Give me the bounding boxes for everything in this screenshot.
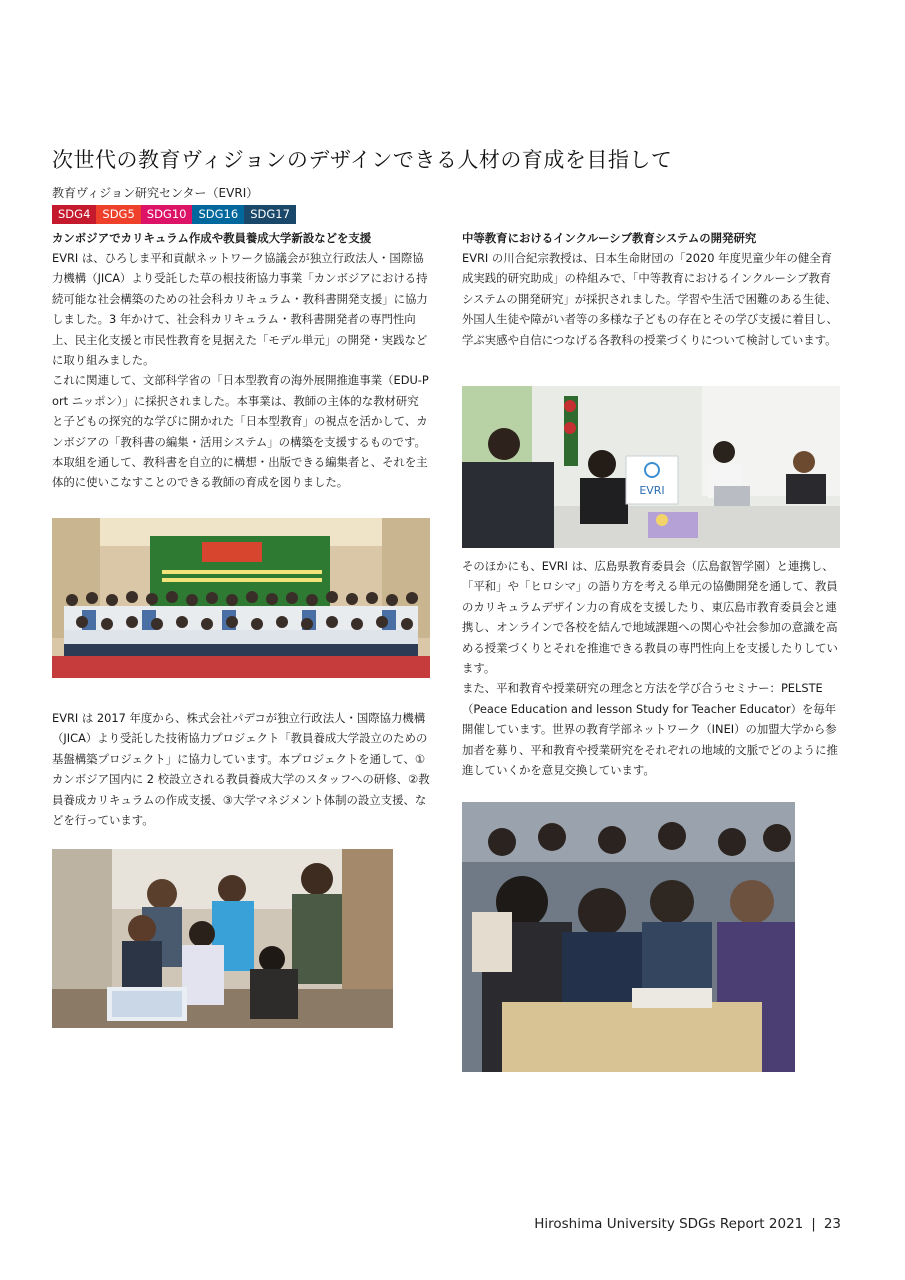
page-title: 次世代の教育ヴィジョンのデザインできる人材の育成を目指して	[52, 148, 673, 172]
page-footer	[534, 1216, 841, 1232]
evri-sign-text: EVRI	[639, 484, 665, 497]
report-name: Hiroshima University SDGs Report 2021	[534, 1216, 804, 1232]
left-column-top	[52, 228, 430, 493]
sdg-badges	[52, 205, 296, 224]
sdg-badge-4: SDG4	[52, 205, 96, 224]
footer-separator: |	[811, 1216, 816, 1232]
right-paragraph-3: また、平和教育や授業研究の理念と方法を学び合うセミナー：PELSTE（Peace Education and lesson Study for Teacher Educator）を毎年開催しています。世界の教育学部ネットワーク（INEI）の加盟大学から参加者を募り、平和教育や授業研究をそれぞれの地域的文脈でどのように推進していくかを意見交換しています。	[462, 681, 838, 778]
right-column-top	[462, 228, 840, 350]
right-paragraph-2: そのほかにも、EVRI は、広島県教育委員会（広島叡智学園）と連携し、「平和」や「ヒロシマ」の語り方を考える単元の協働開発を通して、教員のカリキュラムデザイン力の育成を支援したり、東広島市教育委員会と連携し、オンラインで各校を結んで地域課題への関心や社会参加の意識を高める授業づくりとそれを推進できる教員の専門性向上を支援したりしています。	[462, 559, 838, 676]
sdg-badge-10: SDG10	[141, 205, 193, 224]
meeting-photo	[52, 849, 393, 1028]
online-meeting-photo	[462, 386, 840, 548]
group-photo	[52, 518, 430, 678]
right-column-bottom	[462, 556, 840, 780]
left-paragraph-3: EVRI は 2017 年度から、株式会社パデコが独立行政法人・国際協力機構（JICA）より受託した技術協力プロジェクト「教員養成大学設立のための基盤構築プロジェクト」に協力しています。本プロジェクトを通して、①カンボジア国内に 2 校設立される教員養成大学のスタッフへの研修、②教員養成カリキュラムの作成支援、③大学マネジメント体制の設立支援、などを行っています。	[52, 711, 430, 828]
page-number: 23	[823, 1216, 841, 1232]
sdg-badge-17: SDG17	[244, 205, 296, 224]
left-paragraph-2: これに関連して、文部科学省の「日本型教育の海外展開推進事業（EDU-Port ニッポン）」に採択されました。本事業は、教師の主体的な教材研究と子どもの探究的な学びに開かれた「日本型教育」の視点を活かして、カンボジアの「教科書の編集・活用システム」の構築を支援するものです。本取組を通して、教科書を自立的に構想・出版できる編集者と、それを主体的に使いこなすことのできる教師の育成を図りました。	[52, 373, 429, 490]
left-heading: カンボジアでカリキュラム作成や教員養成大学新設などを支援	[52, 231, 372, 245]
sdg-badge-16: SDG16	[192, 205, 244, 224]
left-column-bottom	[52, 708, 430, 830]
right-paragraph-1: EVRI の川合紀宗教授は、日本生命財団の「2020 年度児童少年の健全育成実践的研究助成」の枠組みで、「中等教育におけるインクルーシブ教育システムの開発研究」が採択されました。学習や生活で困難のある生徒、外国人生徒や障がい者等の多様な子どもの存在とその学び支援に着目し、学ぶ実感や自信につなげる各教科の授業づくりについて検討しています。	[462, 251, 838, 347]
right-heading: 中等教育におけるインクルーシブ教育システムの開発研究	[462, 231, 757, 245]
left-paragraph-1: EVRI は、ひろしま平和貢献ネットワーク協議会が独立行政法人・国際協力機構（JICA）より受託した草の根技術協力事業「カンボジアにおける持続可能な社会構築のための社会科カリキュラム・教科書開発支援」に協力しました。3 年かけて、社会科カリキュラム・教科書開発者の専門性向上、民主化支援と市民性教育を見据えた「モデル単元」の開発・実践などに取り組みました。	[52, 251, 428, 368]
sdg-badge-5: SDG5	[96, 205, 140, 224]
seminar-photo	[462, 802, 795, 1072]
center-name: 教育ヴィジョン研究センター（EVRI）	[52, 186, 259, 200]
